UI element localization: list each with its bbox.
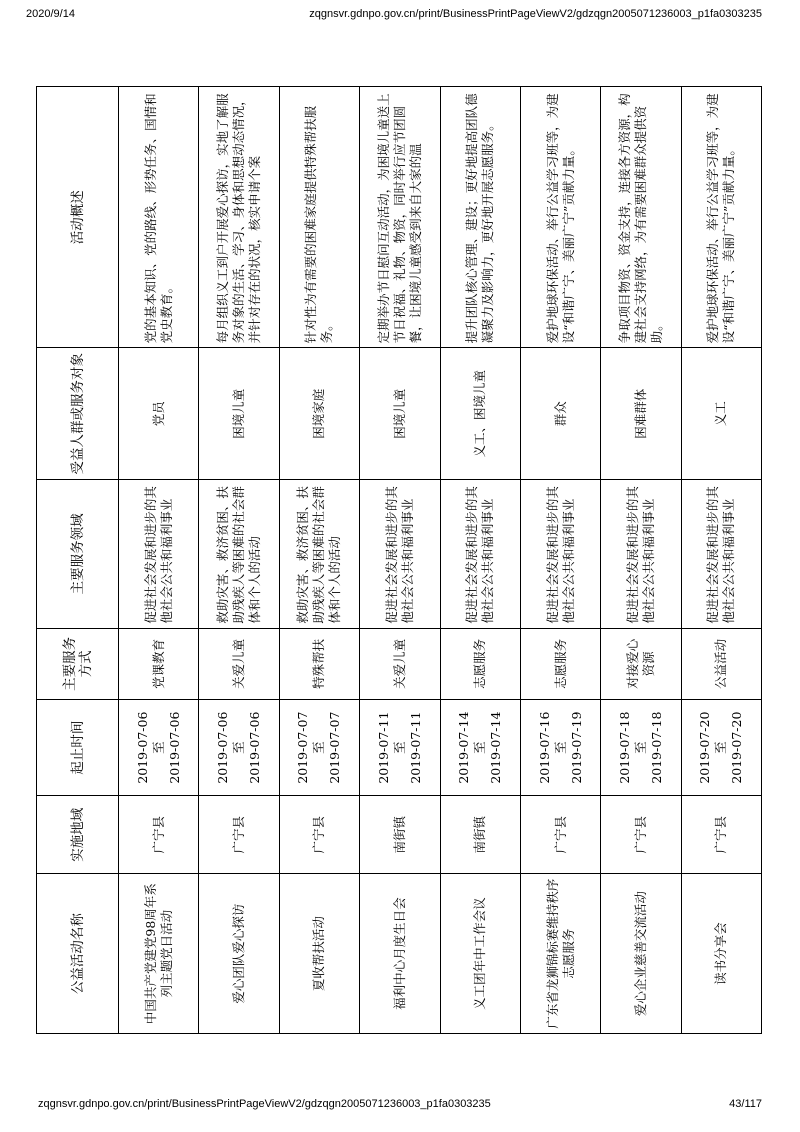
- activity-table-container: [36, 86, 762, 1034]
- cell-time: 2019-07-06 至 2019-07-06: [199, 700, 279, 796]
- cell-time: 2019-07-18 至 2019-07-18: [601, 700, 681, 796]
- cell-time: 2019-07-16 至 2019-07-19: [520, 700, 600, 796]
- cell-area: 南街镇: [440, 796, 520, 874]
- cell-field: 促进社会发展和进步的其他社会公共和福利事业: [360, 480, 440, 629]
- cell-target: 困境儿童: [360, 348, 440, 480]
- cell-mode: 特殊帮扶: [279, 628, 359, 699]
- cell-summary: 针对性为有需要的困难家庭提供特殊帮扶服务。: [279, 87, 359, 348]
- header-time: 起止时间: [37, 700, 119, 796]
- page-number: 43/117: [729, 1098, 762, 1110]
- cell-time: 2019-07-14 至 2019-07-14: [440, 700, 520, 796]
- cell-name: 中国共产党建党98周年系列主题党日活动: [119, 874, 199, 1034]
- cell-mode: 公益活动: [681, 628, 761, 699]
- print-header: [0, 8, 800, 24]
- header-area: 实施地域: [37, 796, 119, 874]
- cell-target: 困境家庭: [279, 348, 359, 480]
- activity-table: [36, 86, 762, 1034]
- table-row: [360, 87, 440, 1034]
- cell-summary: 定期举办节日慰问互动活动，为困境儿童送上节日祝福、礼物、物资，同时举行应节团圆餐，让困境儿童感受到来自大家的温: [360, 87, 440, 348]
- cell-field: 促进社会发展和进步的其他社会公共和福利事业: [119, 480, 199, 629]
- cell-target: 义工: [681, 348, 761, 480]
- cell-time: 2019-07-06 至 2019-07-06: [119, 700, 199, 796]
- cell-target: 困境儿童: [199, 348, 279, 480]
- cell-mode: 关爱儿童: [360, 628, 440, 699]
- table-row: [681, 87, 761, 1034]
- table-row: [520, 87, 600, 1034]
- table-row: [199, 87, 279, 1034]
- table-row: [279, 87, 359, 1034]
- cell-name: 读书分享会: [681, 874, 761, 1034]
- cell-mode: 志愿服务: [520, 628, 600, 699]
- cell-area: 广宁县: [199, 796, 279, 874]
- cell-field: 促进社会发展和进步的其他社会公共和福利事业: [520, 480, 600, 629]
- cell-summary: 争取项目物资、资金支持，连接各方资源，构建社会支持网络，为有需要困难群众提供资助。: [601, 87, 681, 348]
- cell-name: 福利中心月度生日会: [360, 874, 440, 1034]
- cell-area: 广宁县: [520, 796, 600, 874]
- cell-summary: 每月组织义工到户开展爱心探访，实地了解服务对象的生活、学习、身体和思想动态情况，并针对存在的状况，核实申请个案: [199, 87, 279, 348]
- cell-mode: 关爱儿童: [199, 628, 279, 699]
- cell-area: 广宁县: [279, 796, 359, 874]
- cell-area: 广宁县: [601, 796, 681, 874]
- cell-name: 夏收帮扶活动: [279, 874, 359, 1034]
- cell-field: 促进社会发展和进步的其他社会公共和福利事业: [440, 480, 520, 629]
- cell-target: 群众: [520, 348, 600, 480]
- cell-name: 广东省龙狮锦标赛维持秩序志愿服务: [520, 874, 600, 1034]
- cell-time: 2019-07-20 至 2019-07-20: [681, 700, 761, 796]
- print-date: 2020/9/14: [26, 8, 75, 20]
- table-row: [601, 87, 681, 1034]
- cell-field: 促进社会发展和进步的其他社会公共和福利事业: [601, 480, 681, 629]
- cell-name: 义工团年中工作会议: [440, 874, 520, 1034]
- cell-target: 党员: [119, 348, 199, 480]
- cell-area: 广宁县: [119, 796, 199, 874]
- cell-field: 救助灾害、救济贫困、扶助残疾人等困难的社会群体和个人的活动: [199, 480, 279, 629]
- cell-area: 广宁县: [681, 796, 761, 874]
- table-row: [119, 87, 199, 1034]
- table-header-row: [37, 87, 119, 1034]
- cell-summary: 爱护地球环保活动、举行公益学习班等，为建设“和谐广宁、美丽广宁”贡献力量。: [681, 87, 761, 348]
- footer-url: zqgnsvr.gdnpo.gov.cn/print/BusinessPrintPageViewV2/gdzqgn2005071236003_p1fa0303235: [38, 1098, 491, 1110]
- cell-summary: 提升团队核心管理、建设；更好地提高团队德凝聚力及影响力，更好地开展志愿服务。: [440, 87, 520, 348]
- header-mode: 主要服务方式: [37, 628, 119, 699]
- header-summary: 活动概述: [37, 87, 119, 348]
- cell-summary: 党的基本知识、党的路线、形势任务、国情和党史教育。: [119, 87, 199, 348]
- header-target: 受益人群或服务对象: [37, 348, 119, 480]
- cell-mode: 党课教育: [119, 628, 199, 699]
- header-field: 主要服务领域: [37, 480, 119, 629]
- cell-target: 义工、困境儿童: [440, 348, 520, 480]
- cell-area: 南街镇: [360, 796, 440, 874]
- cell-mode: 对接爱心资源: [601, 628, 681, 699]
- print-footer: [0, 1098, 800, 1114]
- cell-name: 爱心企业慈善交流活动: [601, 874, 681, 1034]
- print-url: zqgnsvr.gdnpo.gov.cn/print/BusinessPrintPageViewV2/gdzqgn2005071236003_p1fa0303235: [309, 8, 762, 20]
- cell-field: 救助灾害、救济贫困、扶助残疾人等困难的社会群体和个人的活动: [279, 480, 359, 629]
- header-name: 公益活动名称: [37, 874, 119, 1034]
- cell-field: 促进社会发展和进步的其他社会公共和福利事业: [681, 480, 761, 629]
- cell-time: 2019-07-07 至 2019-07-07: [279, 700, 359, 796]
- table-row: [440, 87, 520, 1034]
- cell-summary: 爱护地球环保活动、举行公益学习班等，为建设“和谐广宁、美丽广宁”贡献力量。: [520, 87, 600, 348]
- cell-time: 2019-07-11 至 2019-07-11: [360, 700, 440, 796]
- cell-name: 爱心团队爱心探访: [199, 874, 279, 1034]
- cell-target: 困难群体: [601, 348, 681, 480]
- cell-mode: 志愿服务: [440, 628, 520, 699]
